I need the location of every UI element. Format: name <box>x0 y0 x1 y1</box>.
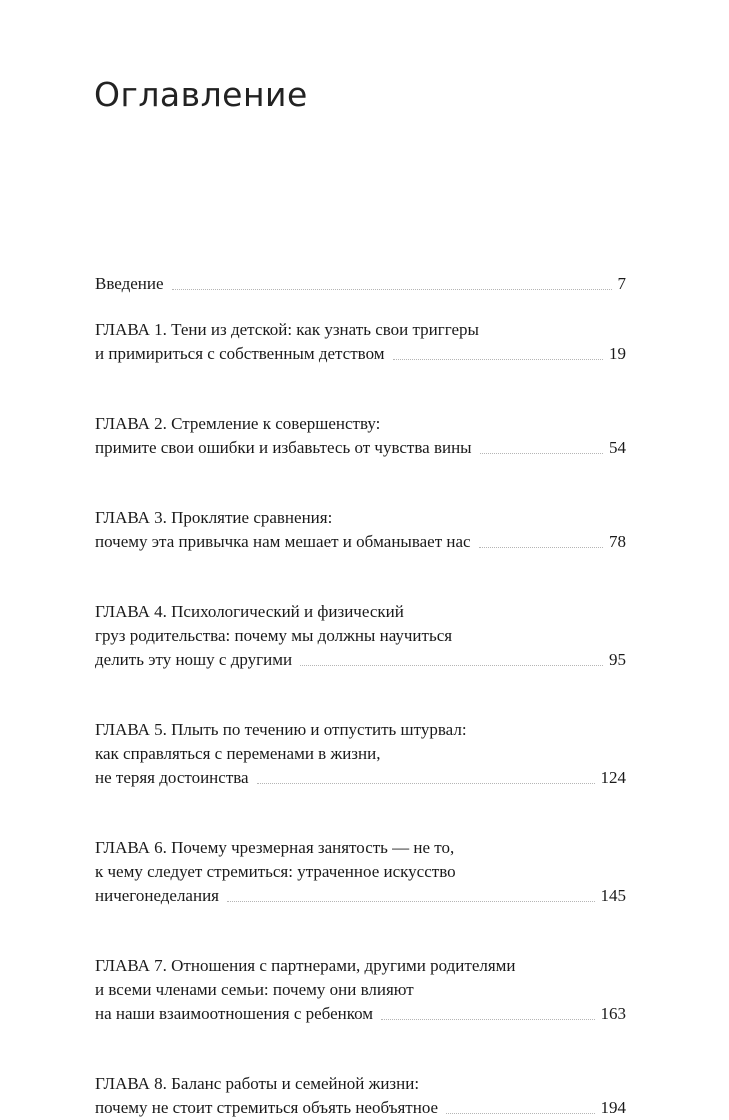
toc-entry-chapter-1[interactable] <box>95 318 626 366</box>
toc-page-number: 78 <box>609 532 626 551</box>
toc-page-number: 163 <box>600 1004 626 1023</box>
toc-entry-chapter-2[interactable] <box>95 412 626 460</box>
toc-entry-text: ничегонеделания <box>95 886 219 905</box>
toc-entry-line: ГЛАВА 7. Отношения с партнерами, другими родителями <box>95 956 516 975</box>
toc-entry-line: ГЛАВА 5. Плыть по течению и отпустить штурвал: <box>95 720 467 739</box>
toc-entry-last-line <box>95 1002 626 1026</box>
toc-entry-text: Введение <box>95 274 164 293</box>
toc-entry-last-line <box>95 342 626 366</box>
toc-entry-line: к чему следует стремиться: утраченное искусство <box>95 862 456 881</box>
dot-leader <box>257 782 595 784</box>
dot-leader <box>300 664 603 666</box>
toc-entry-chapter-6[interactable] <box>95 836 626 908</box>
toc-entry-line: ГЛАВА 3. Проклятие сравнения: <box>95 508 333 527</box>
toc-entry-text: почему эта привычка нам мешает и обманывает нас <box>95 532 471 551</box>
toc-entry-text: почему не стоит стремиться объять необъятное <box>95 1098 439 1117</box>
toc-entry-last-line <box>95 436 626 460</box>
toc-entry-line: ГЛАВА 4. Психологический и физический <box>95 602 404 621</box>
toc-entry-chapter-5[interactable] <box>95 718 626 790</box>
dot-leader <box>172 288 612 290</box>
toc-entry-line: груз родительства: почему мы должны научиться <box>95 626 453 645</box>
dot-leader <box>393 358 603 360</box>
dot-leader <box>227 900 595 902</box>
toc-entry-chapter-7[interactable] <box>95 954 626 1026</box>
toc-entry-text: примите свои ошибки и избавьтесь от чувства вины <box>95 438 472 457</box>
toc-entry-last-line <box>95 766 626 790</box>
dot-leader <box>446 1112 594 1114</box>
toc-entry-line: ГЛАВА 1. Тени из детской: как узнать свои триггеры <box>95 320 479 339</box>
toc-entry-last-line <box>95 272 626 296</box>
toc-entry-chapter-8[interactable] <box>95 1072 626 1120</box>
toc-page-number: 54 <box>609 438 626 457</box>
toc-entry-line: ГЛАВА 2. Стремление к совершенству: <box>95 414 381 433</box>
toc-page-number: 194 <box>600 1098 626 1117</box>
toc-entry-last-line <box>95 530 626 554</box>
toc-entry-line: ГЛАВА 8. Баланс работы и семейной жизни: <box>95 1074 420 1093</box>
toc-entry-last-line <box>95 884 626 908</box>
toc-page-number: 7 <box>617 274 626 293</box>
toc-entry-chapter-4[interactable] <box>95 600 626 672</box>
toc-entry-chapter-3[interactable] <box>95 506 626 554</box>
page-title: Оглавление <box>94 75 308 114</box>
toc-page-number: 95 <box>609 650 626 669</box>
toc-entry-line: ГЛАВА 6. Почему чрезмерная занятость — не то, <box>95 838 455 857</box>
table-of-contents <box>95 272 626 1120</box>
toc-entry-text: на наши взаимоотношения с ребенком <box>95 1004 374 1023</box>
toc-entry-last-line <box>95 1096 626 1120</box>
toc-entry-introduction[interactable] <box>95 272 626 296</box>
dot-leader <box>381 1018 594 1020</box>
toc-page-number: 145 <box>600 886 626 905</box>
toc-entry-line: и всеми членами семьи: почему они влияют <box>95 980 414 999</box>
dot-leader <box>480 452 603 454</box>
toc-page-number: 19 <box>609 344 626 363</box>
toc-page-number: 124 <box>600 768 626 787</box>
toc-entry-text: делить эту ношу с другими <box>95 650 293 669</box>
dot-leader <box>479 546 603 548</box>
toc-entry-last-line <box>95 648 626 672</box>
toc-entry-line: как справляться с переменами в жизни, <box>95 744 381 763</box>
toc-entry-text: не теряя достоинства <box>95 768 249 787</box>
toc-entry-text: и примириться с собственным детством <box>95 344 385 363</box>
